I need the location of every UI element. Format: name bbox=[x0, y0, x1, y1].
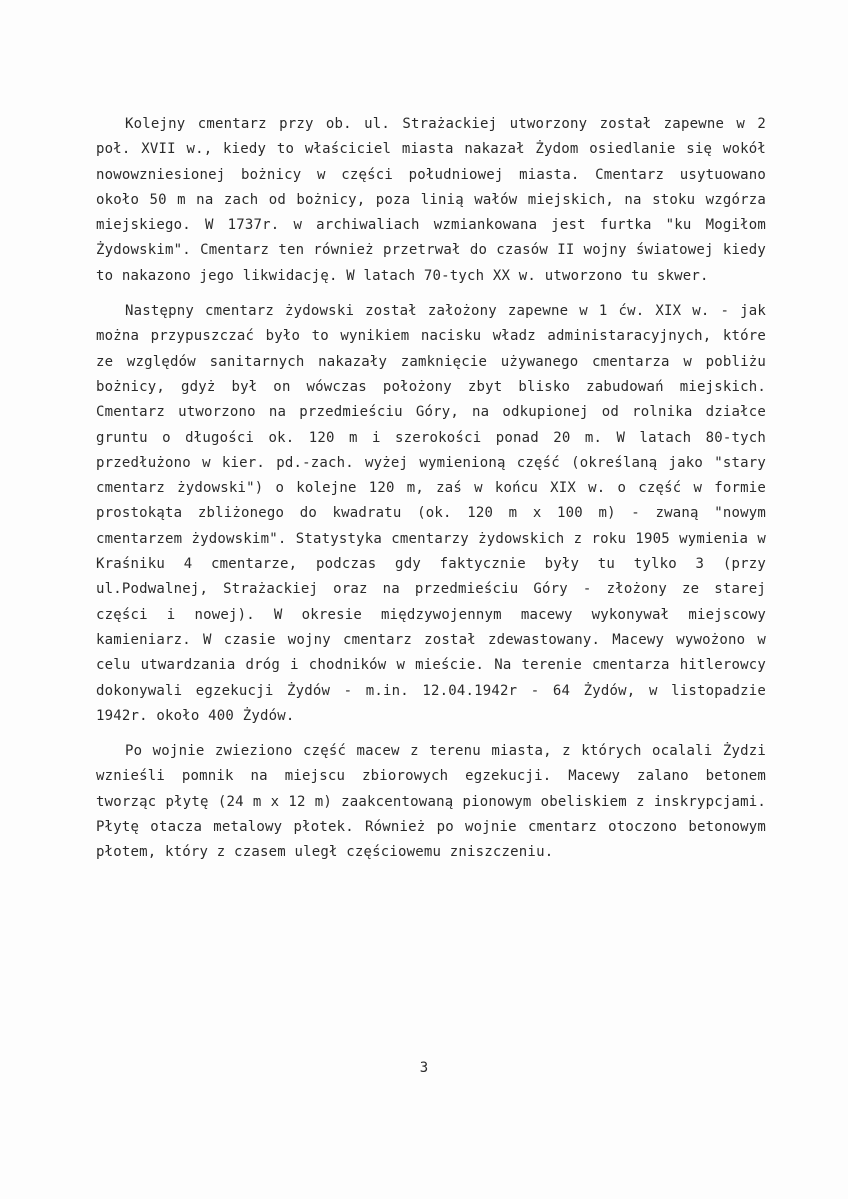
page-number: 3 bbox=[419, 1060, 429, 1076]
paragraph-2: Następny cmentarz żydowski został założony zapewne w 1 ćw. XIX w. - jak można przypuszczać było to wynikiem nacisku władz administaracyjnych, które ze względów sanitarnych nakazały zamknięcie używanego cmentarza w pobliżu bożnicy, gdyż był on wówczas położony zbyt blisko zabudowań miejskich. Cmentarz utworzono na przedmieściu Góry, na odkupionej od rolnika działce gruntu o długości ok. 120 m i szerokości ponad 20 m. W latach 80-tych przedłużono w kier. pd.-zach. wyżej wymienioną część (określaną jako "stary cmentarz żydowski") o kolejne 120 m, zaś w końcu XIX w. o część w formie prostokąta zbliżonego do kwadratu (ok. 120 m x 100 m) - zwaną "nowym cmentarzem żydowskim". Statystyka cmentarzy żydowskich z roku 1905 wymienia w Kraśniku 4 cmentarze, podczas gdy faktycznie były tu tylko 3 (przy ul.Podwalnej, Strażackiej oraz na przedmieściu Góry - złożony ze starej części i nowej). W okresie międzywojennym macewy wykonywał miejscowy kamieniarz. W czasie wojny cmentarz został zdewastowany. Macewy wywożono w celu utwardzania dróg i chodników w mieście. Na terenie cmentarza hitlerowcy dokonywali egzekucji Żydów - m.in. 12.04.1942r - 64 Żydów, w listopadzie 1942r. około 400 Żydów. bbox=[96, 303, 766, 724]
paragraph-1: Kolejny cmentarz przy ob. ul. Strażackiej utworzony został zapewne w 2 poł. XVII w., kiedy to właściciel miasta nakazał Żydom osiedlanie się wokół nowowzniesionej bożnicy w części południowej miasta. Cmentarz usytuowano około 50 m na zach od bożnicy, poza linią wałów miejskich, na stoku wzgórza miejskiego. W 1737r. w archiwaliach wzmiankowana jest furtka "ku Mogiłom Żydowskim". Cmentarz ten również przetrwał do czasów II wojny światowej kiedy to nakazono jego likwidację. W latach 70-tych XX w. utworzono tu skwer. bbox=[96, 116, 766, 284]
body-text bbox=[96, 112, 766, 876]
paragraph-3: Po wojnie zwieziono część macew z terenu miasta, z których ocalali Żydzi wznieśli pomnik na miejscu zbiorowych egzekucji. Macewy zalano betonem tworząc płytę (24 m x 12 m) zaakcentowaną pionowym obeliskiem z inskrypcjami. Płytę otacza metalowy płotek. Również po wojnie cmentarz otoczono betonowym płotem, który z czasem uległ częściowemu zniszczeniu. bbox=[96, 743, 766, 861]
